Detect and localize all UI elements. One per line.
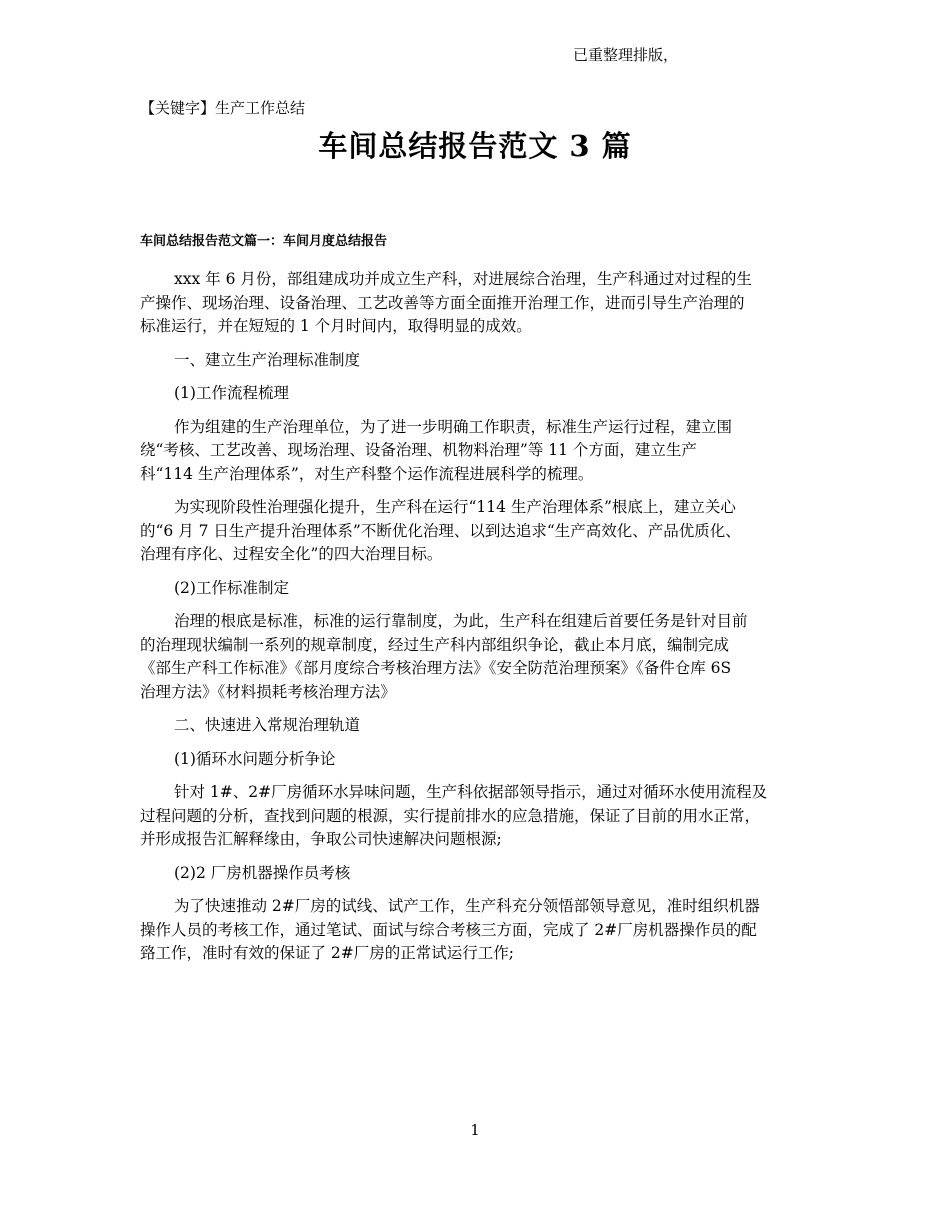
body-paragraph [140,268,815,339]
page-number: 1 [470,1121,480,1139]
paragraph-line: 《部生产科工作标准》《部月度综合考核治理方法》《安全防范治理预案》《备件仓库 6S [140,659,732,677]
body-paragraph [140,577,815,601]
paragraph-line: 二、快速进入常规治理轨道 [174,716,361,734]
paragraph-line: 绕“考核、工艺改善、现场治理、设备治理、机物料治理”等 11 个方面，建立生产 [140,441,697,459]
paragraph-line: (1)循环水问题分析争论 [174,749,336,768]
keywords-line: 【关键字】生产工作总结 [140,99,306,117]
paragraph-line: 并形成报告汇解释缘由，争取公司快速解决问题根源; [140,830,502,848]
document-body [140,268,815,976]
paragraph-line: 治理方法》《材料损耗考核治理方法》 [140,682,396,701]
paragraph-line: 作为组建的生产治理单位，为了进一步明确工作职责，标准生产运行过程，建立围 [174,417,733,436]
paragraph-line: 操作人员的考核工作，通过笔试、面试与综合考核三方面，完成了 2#厂房机器操作员的配 [140,920,757,939]
section-title: 车间总结报告范文篇一：车间月度总结报告 [140,234,388,249]
body-paragraph [140,496,815,567]
body-paragraph [140,382,815,406]
paragraph-line: 科“114 生产治理体系”，对生产科整个运作流程进展科学的梳理。 [140,464,594,483]
body-paragraph [140,862,815,886]
paragraph-line: 的“6 月 7 日生产提升治理体系”不断优化治理、以到达追求“生产高效化、产品优质化、 [140,521,741,540]
paragraph-line: xxx 年 6 月份，部组建成功并成立生产科，对进展综合治理，生产科通过对过程的生 [174,270,752,288]
paragraph-line: (2)2 厂房机器操作员考核 [174,863,351,882]
paragraph-line: 一、建立生产治理标准制度 [174,350,361,369]
paragraph-line: 标准运行，并在短短的 1 个月时间内，取得明显的成效。 [140,317,532,335]
body-paragraph [140,714,815,738]
body-paragraph [140,781,815,852]
paragraph-line: 过程问题的分析，查找到问题的根源，实行提前排水的应急措施，保证了目前的用水正常， [140,806,761,825]
document-title: 车间总结报告范文 3 篇 [318,129,632,163]
paragraph-line: (1)工作流程梳理 [174,384,289,402]
paragraph-line: 的治理现状编制一系列的规章制度，经过生产科内部组织争论，截止本月底，编制完成 [140,635,730,654]
paragraph-line: 针对 1#、2#厂房循环水异味问题，生产科依据部领导指示，通过对循环水使用流程及 [174,783,768,801]
paragraph-line: 臵工作，准时有效的保证了 2#厂房的正常试运行工作; [140,944,514,962]
paragraph-line: 治理有序化、过程安全化”的四大治理目标。 [140,545,443,563]
paragraph-line: (2)工作标准制定 [174,578,289,597]
paragraph-line: 为了快速推动 2#厂房的试线、试产工作，生产科充分领悟部领导意见，准时组织机器 [174,897,760,915]
body-paragraph [140,748,815,772]
paragraph-line: 产操作、现场治理、设备治理、工艺改善等方面全面推开治理工作，进而引导生产治理的 [140,293,745,312]
body-paragraph [140,416,815,487]
paragraph-line: 治理的根底是标准，标准的运行靠制度，为此，生产科在组建后首要任务是针对目前 [174,612,748,630]
body-paragraph [140,895,815,966]
body-paragraph [140,349,815,373]
body-paragraph [140,610,815,704]
paragraph-line: 为实现阶段性治理强化提升，生产科在运行“114 生产治理体系”根底上，建立关心 [174,498,736,516]
header-note: 已重整理排版， [573,46,679,64]
